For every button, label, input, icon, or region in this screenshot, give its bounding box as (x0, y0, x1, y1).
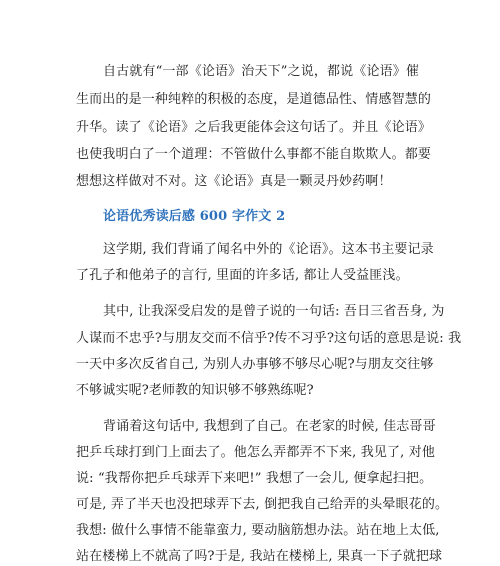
paragraph-1-line-3: 升华。读了《论语》之后我更能体会这句话了。并且《论语》 (76, 120, 432, 135)
paragraph-4-line-2: 把乒乓球打到门上面去了。他怎么弄都弄不下来, 我见了, 对他 (76, 445, 436, 460)
paragraph-4-line-5: 我想: 做什么事情不能靠蛮力, 要动脑筋想办法。站在地上太低, (76, 523, 440, 538)
paragraph-2-line-2: 了孔子和他弟子的言行, 里面的许多话, 都让人受益匪浅。 (76, 268, 409, 283)
paragraph-3-line-4: 不够诚实呢?老师教的知识够不够熟练呢? (76, 383, 314, 398)
paragraph-4-line-3: 说: “我帮你把乒乓球弄下来吧!” 我想了一会儿, 便拿起扫把。 (76, 471, 433, 486)
paragraph-4-line-1: 背诵着这句话中, 我想到了自己。在老家的时候, 佳志哥哥 (103, 419, 436, 434)
paragraph-1-line-5: 想想这样做对不对。这《论语》真是一颗灵丹妙药啊！ (76, 174, 392, 189)
paragraph-3-line-2: 人谋而不忠乎?与朋友交而不信乎?传不习乎?这句话的意思是说: 我 (76, 331, 462, 346)
paragraph-3-line-1: 其中, 让我深受启发的是曾子说的一句话: 吾日三省吾身, 为 (103, 304, 445, 319)
paragraph-1-line-2: 生而出的是一种纯粹的积极的态度，是道德品性、情感智慧的 (76, 92, 432, 107)
paragraph-4-line-4: 可是, 弄了半天也没把球弄下去, 倒把我自己给弄的头晕眼花的。 (76, 497, 449, 512)
paragraph-3-line-3: 一天中多次反省自己, 为别人办事够不够尽心呢?与朋友交往够 (76, 357, 434, 372)
paragraph-1-line-1: 自古就有“一部《论语》治天下”之说，都说《论语》催 (103, 64, 420, 79)
paragraph-4-line-6: 站在楼梯上不就高了吗?于是, 我站在楼梯上, 果真一下子就把球 (76, 549, 443, 564)
section-heading: 论语优秀读后感 600 字作文 2 (103, 209, 286, 224)
paragraph-2-line-1: 这学期, 我们背诵了闻名中外的《论语》。这本书主要记录 (103, 242, 434, 257)
paragraph-1-line-4: 也使我明白了一个道理：不管做什么事都不能自欺欺人。都要 (76, 147, 432, 162)
